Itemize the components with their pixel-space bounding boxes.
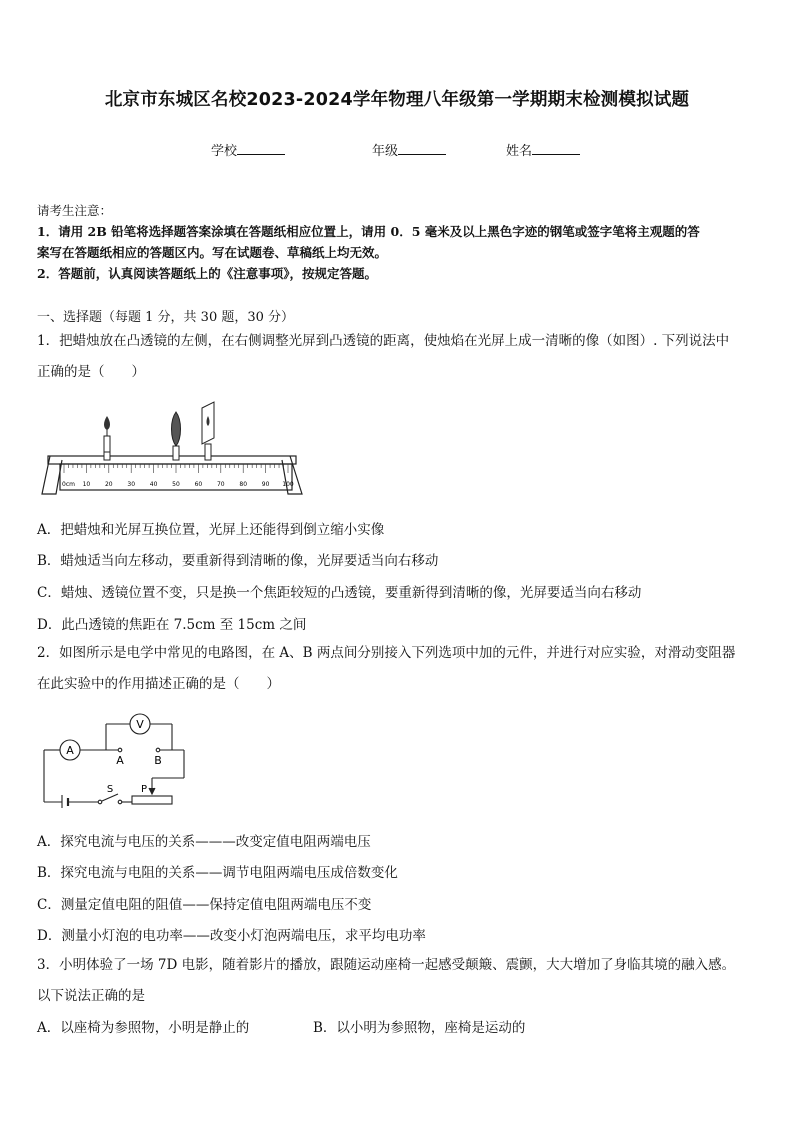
ruler-tick-label: 10 bbox=[82, 481, 91, 488]
q3-line-2: 以下说法正确的是 bbox=[37, 988, 145, 1004]
ruler-tick-label: 70 bbox=[216, 481, 225, 488]
q1-option-b[interactable]: B．蜡烛适当向左移动，要重新得到清晰的像，光屏要适当向右移动 bbox=[37, 553, 439, 569]
q3-line-1: 3．小明体验了一场 7D 电影，随着影片的播放，跟随运动座椅一起感受颠簸、震颤，大大增加了身临其境的融入感。 bbox=[37, 957, 736, 973]
notice-item-1b: 案写在答题纸相应的答题区内。写在试题卷、草稿纸上均无效。 bbox=[37, 245, 388, 260]
ruler-tick-label: 80 bbox=[239, 481, 248, 488]
q1-option-d[interactable]: D．此凸透镜的焦距在 7.5cm 至 15cm 之间 bbox=[37, 617, 307, 633]
q2-line-1: 2．如图所示是电学中常见的电路图，在 A、B 两点间分别接入下列选项中加的元件，并进行对应实验，对滑动变阻器 bbox=[37, 645, 736, 661]
ruler-tick-label: 90 bbox=[261, 481, 270, 488]
ruler-tick-label: 40 bbox=[149, 481, 158, 488]
section-heading: 一、选择题（每题 1 分，共 30 题，30 分） bbox=[37, 310, 295, 325]
q2-option-a[interactable]: A．探究电流与电压的关系———改变定值电阻两端电压 bbox=[37, 834, 371, 850]
notice-heading: 请考生注意： bbox=[37, 203, 113, 218]
notice-item-1a: 1．请用 2B 铅笔将选择题答案涂填在答题纸相应位置上，请用 0．5 毫米及以上黑色字迹的钢笔或签字笔将主观题的答 bbox=[37, 224, 700, 239]
convex-lens bbox=[172, 412, 181, 460]
grade-label: 年级 bbox=[372, 144, 399, 159]
notice-block bbox=[37, 200, 759, 284]
ruler-tick-label: 50 bbox=[172, 481, 180, 488]
question-2 bbox=[37, 638, 759, 700]
ammeter-label: A bbox=[66, 744, 74, 757]
ruler-tick-label: 20 bbox=[104, 481, 113, 488]
q1-option-a[interactable]: A．把蜡烛和光屏互换位置，光屏上还能得到倒立缩小实像 bbox=[37, 522, 385, 538]
switch-label: S bbox=[106, 784, 114, 795]
q2-option-b[interactable]: B．探究电流与电阻的关系——调节电阻两端电压成倍数变化 bbox=[37, 865, 398, 881]
exam-title: 北京市东城区名校2023-2024学年物理八年级第一学期期末检测模拟试题 bbox=[104, 90, 690, 110]
slider-label: P bbox=[140, 784, 148, 795]
q2-option-d[interactable]: D．测量小灯泡的电功率——改变小灯泡两端电压，求平均电功率 bbox=[37, 928, 426, 944]
ruler-tick-label: 0cm bbox=[62, 481, 75, 488]
name-field[interactable] bbox=[506, 140, 580, 159]
circuit-figure bbox=[40, 706, 200, 808]
light-screen bbox=[202, 402, 214, 460]
q2-line-2: 在此实验中的作用描述正确的是（ ） bbox=[37, 676, 280, 692]
optical-bench-figure bbox=[40, 398, 310, 500]
q1-line-2: 正确的是（ ） bbox=[37, 364, 145, 380]
question-3 bbox=[37, 950, 759, 1012]
q3-option-a[interactable]: A．以座椅为参照物，小明是静止的 bbox=[37, 1020, 250, 1036]
candle bbox=[104, 416, 110, 460]
school-label: 学校 bbox=[211, 144, 238, 159]
q3-option-b[interactable]: B．以小明为参照物，座椅是运动的 bbox=[313, 1020, 526, 1036]
question-1 bbox=[37, 326, 759, 388]
voltmeter-label: V bbox=[136, 718, 144, 731]
school-blank[interactable] bbox=[237, 142, 285, 155]
point-a-label: A bbox=[116, 754, 124, 767]
grade-blank[interactable] bbox=[398, 142, 446, 155]
q1-option-c[interactable]: C．蜡烛、透镜位置不变，只是换一个焦距较短的凸透镜，要重新得到清晰的像，光屏要适当向右移动 bbox=[37, 585, 642, 601]
grade-field[interactable] bbox=[372, 140, 446, 159]
ruler-tick-label: 100 bbox=[282, 481, 294, 488]
school-field[interactable] bbox=[211, 140, 285, 159]
ruler-ticks bbox=[62, 464, 294, 488]
name-label: 姓名 bbox=[506, 144, 533, 159]
q2-option-c[interactable]: C．测量定值电阻的阻值——保持定值电阻两端电压不变 bbox=[37, 897, 372, 913]
point-b-label: B bbox=[154, 754, 162, 767]
ruler-tick-label: 60 bbox=[194, 481, 203, 488]
notice-item-2: 2．答题前，认真阅读答题纸上的《注意事项》，按规定答题。 bbox=[37, 266, 377, 281]
q1-line-1: 1．把蜡烛放在凸透镜的左侧，在右侧调整光屏到凸透镜的距离，使烛焰在光屏上成一清晰的像（如图）. 下列说法中 bbox=[37, 333, 730, 349]
ruler-tick-label: 30 bbox=[127, 481, 136, 488]
name-blank[interactable] bbox=[532, 142, 580, 155]
